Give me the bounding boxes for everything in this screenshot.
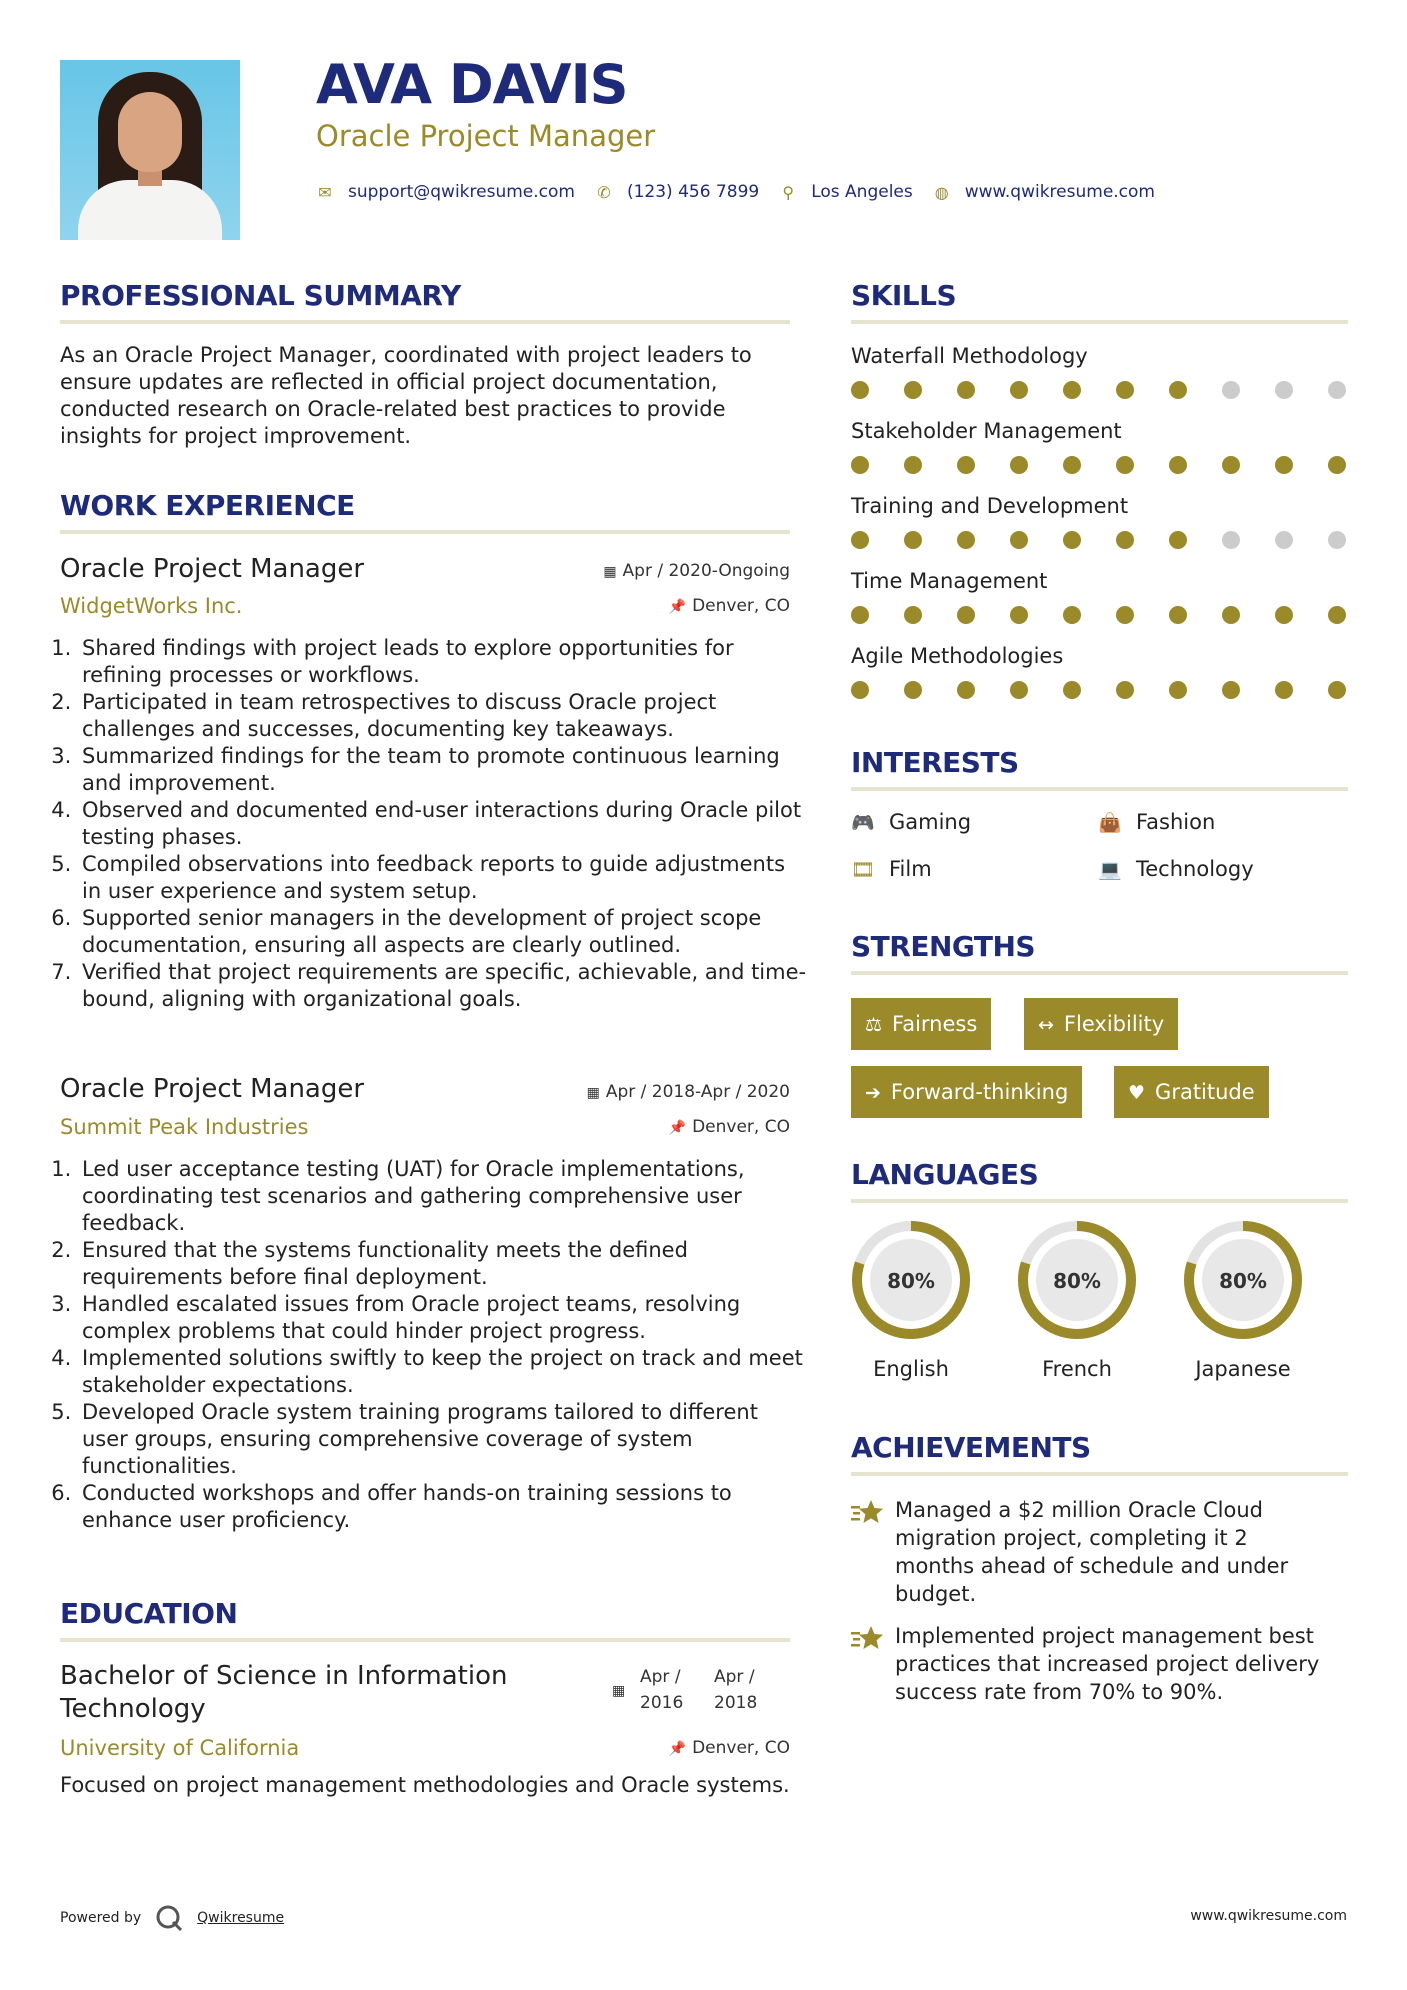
job-1-bullets — [58, 635, 808, 1013]
skill-dot — [1222, 456, 1240, 474]
language-english — [849, 1218, 973, 1346]
skill-dot — [1222, 531, 1240, 549]
interests-heading: INTERESTS — [851, 746, 1019, 779]
job-1-location: 📌 Denver, CO — [668, 596, 790, 616]
contact-website[interactable]: www.qwikresume.com — [964, 182, 1155, 202]
skill-dot — [1328, 606, 1346, 624]
language-ring — [1181, 1218, 1305, 1342]
skill-dot — [957, 531, 975, 549]
skill-dot — [1275, 456, 1293, 474]
skill-dot — [1169, 606, 1187, 624]
skill-rating — [851, 606, 1351, 626]
strength-badge-forward-thinking: ➔ Forward-thinking — [851, 1066, 1082, 1118]
contact-phone[interactable]: (123) 456 7899 — [626, 182, 760, 202]
education-heading: EDUCATION — [60, 1597, 238, 1630]
skill-rating — [851, 456, 1351, 476]
skill-dot — [1328, 681, 1346, 699]
skill-dot — [1275, 681, 1293, 699]
language-ring — [849, 1218, 973, 1342]
achievements-heading: ACHIEVEMENTS — [851, 1431, 1091, 1464]
skill-dot — [957, 606, 975, 624]
skill-dot — [851, 531, 869, 549]
skills-rule — [851, 320, 1348, 324]
skill-dot — [851, 381, 869, 399]
skill-dot — [851, 681, 869, 699]
contact-email[interactable]: support@qwikresume.com — [348, 182, 575, 202]
interest-film: 🎞 Film — [851, 857, 932, 881]
skill-dot — [1010, 381, 1028, 399]
experience-rule — [60, 530, 790, 534]
heart-icon: ♥ — [1128, 1082, 1146, 1104]
list-item: 3. Handled escalated issues from Oracle project teams, resolving complex problems that could hinder project progress. — [78, 1291, 808, 1345]
skill-dot — [1275, 381, 1293, 399]
interests-rule — [851, 787, 1348, 791]
experience-heading: WORK EXPERIENCE — [60, 489, 355, 522]
skill-dot — [1010, 456, 1028, 474]
arrows-horizontal-icon: ↔ — [1038, 1014, 1054, 1036]
achievements-rule — [851, 1472, 1348, 1476]
language-name: English — [873, 1357, 949, 1381]
skill-dot — [1063, 606, 1081, 624]
list-item: 4. Observed and documented end-user interactions during Oracle pilot testing phases. — [78, 797, 808, 851]
language-ring — [1015, 1218, 1139, 1342]
skill-dot — [904, 456, 922, 474]
skill-dot — [1275, 606, 1293, 624]
skill-rating — [851, 381, 1351, 401]
list-item: 3. Summarized findings for the team to promote continuous learning and improvement. — [78, 743, 808, 797]
star-award-icon — [851, 1498, 885, 1526]
list-item: 2. Participated in team retrospectives to discuss Oracle project challenges and successes, documenting key takeaways. — [78, 689, 808, 743]
pin-icon: 📌 — [668, 1120, 687, 1136]
skill-dot — [904, 531, 922, 549]
summary-heading: PROFESSIONAL SUMMARY — [60, 279, 461, 312]
qwikresume-link[interactable]: Qwikresume — [197, 1910, 285, 1926]
footer-powered-by — [60, 1904, 284, 1932]
job-1-dates: ▦ Apr / 2020-Ongoing — [603, 561, 790, 581]
skill-dot — [957, 381, 975, 399]
shopping-bag-icon: 👜 — [1098, 812, 1122, 834]
skill-dot — [1169, 381, 1187, 399]
list-item: 1. Led user acceptance testing (UAT) for Oracle implementations, coordinating test scenarios and gathering comprehensive user feedback. — [78, 1156, 808, 1237]
skill-dot — [851, 606, 869, 624]
strength-badge-gratitude: ♥ Gratitude — [1114, 1066, 1269, 1118]
skill-dot — [1222, 606, 1240, 624]
skill-rating — [851, 681, 1351, 701]
film-icon: 🎞 — [851, 859, 876, 881]
skill-name: Time Management — [851, 569, 1048, 593]
pin-icon: 📌 — [668, 599, 687, 615]
education-location: 📌 Denver, CO — [668, 1738, 790, 1758]
contact-bar — [316, 180, 1175, 204]
footer-url[interactable]: www.qwikresume.com — [1190, 1908, 1347, 1924]
skill-dot — [1169, 531, 1187, 549]
skill-dot — [904, 381, 922, 399]
skill-dot — [1116, 531, 1134, 549]
achievement-item: Implemented project management best practices that increased project delivery success rate from 70% to 90%. — [851, 1622, 1331, 1712]
skill-dot — [957, 681, 975, 699]
skill-name: Training and Development — [851, 494, 1129, 518]
job-2-bullets — [58, 1156, 808, 1534]
skill-dot — [1116, 456, 1134, 474]
skill-dot — [1010, 606, 1028, 624]
list-item: 1. Shared findings with project leads to explore opportunities for refining processes or workflows. — [78, 635, 808, 689]
skill-dot — [1169, 681, 1187, 699]
degree-title: Bachelor of Science in Information Technology — [60, 1661, 508, 1724]
list-item: 6. Supported senior managers in the development of project scope documentation, ensuring all aspects are clearly outlined. — [78, 905, 808, 959]
strengths-rule — [851, 971, 1348, 975]
skill-dot — [1222, 681, 1240, 699]
balance-scale-icon: ⚖ — [865, 1014, 883, 1036]
language-name: French — [1042, 1357, 1112, 1381]
calendar-icon: ▦ — [612, 1683, 626, 1699]
skill-dot — [1328, 456, 1346, 474]
interest-gaming: 🎮 Gaming — [851, 810, 972, 834]
list-item: 7. Verified that project requirements are specific, achievable, and time-bound, aligning with organizational goals. — [78, 959, 808, 1013]
skill-dot — [1063, 381, 1081, 399]
skill-dot — [1010, 531, 1028, 549]
skill-dot — [1328, 531, 1346, 549]
profile-photo — [60, 60, 240, 240]
skill-dot — [904, 606, 922, 624]
map-marker-icon: ⚲ — [782, 182, 795, 202]
education-rule — [60, 1638, 790, 1642]
gamepad-icon: 🎮 — [851, 812, 875, 834]
language-name: Japanese — [1195, 1357, 1291, 1381]
skill-name: Waterfall Methodology — [851, 344, 1088, 368]
job-1-company: WidgetWorks Inc. — [60, 594, 243, 618]
skill-dot — [1169, 456, 1187, 474]
interest-fashion: 👜 Fashion — [1098, 810, 1216, 834]
list-item: 4. Implemented solutions swiftly to keep the project on track and meet stakeholder expectations. — [78, 1345, 808, 1399]
job-2-dates: ▦ Apr / 2018-Apr / 2020 — [586, 1082, 790, 1102]
strength-badge-flexibility: ↔ Flexibility — [1024, 998, 1178, 1050]
powered-by-label: Powered by — [60, 1910, 142, 1926]
skill-dot — [1328, 381, 1346, 399]
language-percent: 80% — [1219, 1269, 1267, 1293]
laptop-icon: 💻 — [1098, 859, 1122, 881]
skill-dot — [1063, 456, 1081, 474]
star-award-icon — [851, 1624, 885, 1652]
pin-icon: 📌 — [668, 1741, 687, 1757]
contact-location: Los Angeles — [811, 182, 913, 202]
resume-page: AVA DAVIS Oracle Project Manager ✉ support@qwikresume.com ✆ (123) 456 7899 ⚲ Los Angeles ◍ www.qwikresume.com PROFESSIONAL SUMMARY As an Oracle Project Manager, coordinated with project leaders to ensure updates are reflected in official project documentation, conducted research on Oracle-related best practices to provide insights for project improvement. WORK EXPERIENCE Oracle Project Manager ▦ Apr / 2020-Ongoing WidgetWorks Inc. 📌 Denver, CO 1. Shared findings with project leads to explore opportunities for refining processes or workflows. 2. Participated in team retrospectives to discuss Oracle project challenges and successes, documenting key takeaways. 3. Summarized findings for the team to promote continuous learning and improvement. 4. Observed and documented end-user interactions during Oracle pilot testing phases. 5. Compiled observations into feedback reports to guide adjustments in user experience and system setup. 6. Supported senior managers in the development of project scope documentation, ensuring all aspects are clearly outlined. 7. Verified that project requirements are specific, achievable, and time-bound, aligning with organizational goals. Oracle Project Manager ▦ Apr / 2018-Apr / 2020 Summit Peak Industries 📌 Denver, CO 1. Led user acceptance testing (UAT) for Oracle implementations, coordinating test scenarios and gathering comprehensive user feedback. 2. Ensured that the systems functionality meets the defined requirements before final deployment. 3. Handled escalated issues from Oracle project teams, resolving complex problems that could hinder project progress. 4. Implemented solutions swiftly to keep the project on track and meet stakeholder expectations. 5. Developed Oracle system training programs tailored to different user groups, ensuring comprehensive coverage of system functionalities. 6. Conducted workshops and offer hands-on training sessions to enhance user proficiency. EDUCATION Bachelor of Science in Information Technology ▦ Apr / 2016 Apr / 2018 University of California 📌 Denver, CO Focused on project management methodologies and Oracle systems. SKILLS Waterfall Methodology Stakeholder Management Training and Development Time Management Agile Methodologies INTERESTS 🎮 Gaming 👜 Fashion 🎞 Film 💻 Technology STRENGTHS ⚖ Fairness ↔ Flexibility ➔ Forward-thinking ♥ Gratitude LANGUAGES 80% English 80% French 80% Japanese ACHIEVEMENTS Managed a $2 million Oracle Cloud migration project, completing it 2 months ahead of schedule and under budget. Implemented project management best practices that increased project delivery success rate from 70% to 90%. Powered by Qwikresume www.qwikresume.com — [0, 0, 1407, 1990]
summary-text: As an Oracle Project Manager, coordinated with project leaders to ensure updates are reflected in official project documentation, conducted research on Oracle-related best practices to provide insights for project improvement. — [60, 343, 752, 448]
education-description: Focused on project management methodologies and Oracle systems. — [60, 1773, 790, 1797]
skills-heading: SKILLS — [851, 279, 957, 312]
phone-icon: ✆ — [597, 182, 611, 202]
calendar-icon: ▦ — [586, 1085, 600, 1101]
interest-technology: 💻 Technology — [1098, 857, 1254, 881]
achievement-item: Managed a $2 million Oracle Cloud migration project, completing it 2 months ahead of schedule and under budget. — [851, 1496, 1331, 1612]
list-item: 5. Compiled observations into feedback reports to guide adjustments in user experience and system setup. — [78, 851, 808, 905]
education-school: University of California — [60, 1736, 300, 1760]
languages-rule — [851, 1199, 1348, 1203]
list-item: 6. Conducted workshops and offer hands-on training sessions to enhance user proficiency. — [78, 1480, 808, 1534]
skill-dot — [904, 681, 922, 699]
qwikresume-logo-icon — [155, 1904, 183, 1932]
skill-dot — [1222, 381, 1240, 399]
strength-badge-fairness: ⚖ Fairness — [851, 998, 991, 1050]
job-1-title: Oracle Project Manager — [60, 554, 365, 584]
language-percent: 80% — [887, 1269, 935, 1293]
skill-dot — [1116, 606, 1134, 624]
job-2-location: 📌 Denver, CO — [668, 1117, 790, 1137]
envelope-icon: ✉ — [318, 182, 332, 202]
skill-dot — [1275, 531, 1293, 549]
list-item: 2. Ensured that the systems functionality meets the defined requirements before final deployment. — [78, 1237, 808, 1291]
skill-dot — [1116, 681, 1134, 699]
language-percent: 80% — [1053, 1269, 1101, 1293]
job-2-company: Summit Peak Industries — [60, 1115, 309, 1139]
calendar-icon: ▦ — [603, 564, 617, 580]
skill-name: Agile Methodologies — [851, 644, 1064, 668]
skill-dot — [1063, 531, 1081, 549]
list-item: 5. Developed Oracle system training programs tailored to different user groups, ensuring comprehensive coverage of system functionalities. — [78, 1399, 808, 1480]
skill-rating — [851, 531, 1351, 551]
skill-dot — [1116, 381, 1134, 399]
job-2-title: Oracle Project Manager — [60, 1074, 365, 1104]
skill-dot — [1010, 681, 1028, 699]
arrow-right-icon: ➔ — [865, 1082, 881, 1104]
language-french — [1015, 1218, 1139, 1346]
languages-heading: LANGUAGES — [851, 1158, 1039, 1191]
skill-dot — [957, 456, 975, 474]
globe-icon: ◍ — [934, 182, 949, 202]
language-japanese — [1181, 1218, 1305, 1346]
skill-dot — [851, 456, 869, 474]
summary-rule — [60, 320, 790, 324]
skill-name: Stakeholder Management — [851, 419, 1122, 443]
candidate-name: AVA DAVIS — [316, 53, 628, 116]
strengths-heading: STRENGTHS — [851, 930, 1036, 963]
skill-dot — [1063, 681, 1081, 699]
candidate-role: Oracle Project Manager — [316, 119, 656, 153]
